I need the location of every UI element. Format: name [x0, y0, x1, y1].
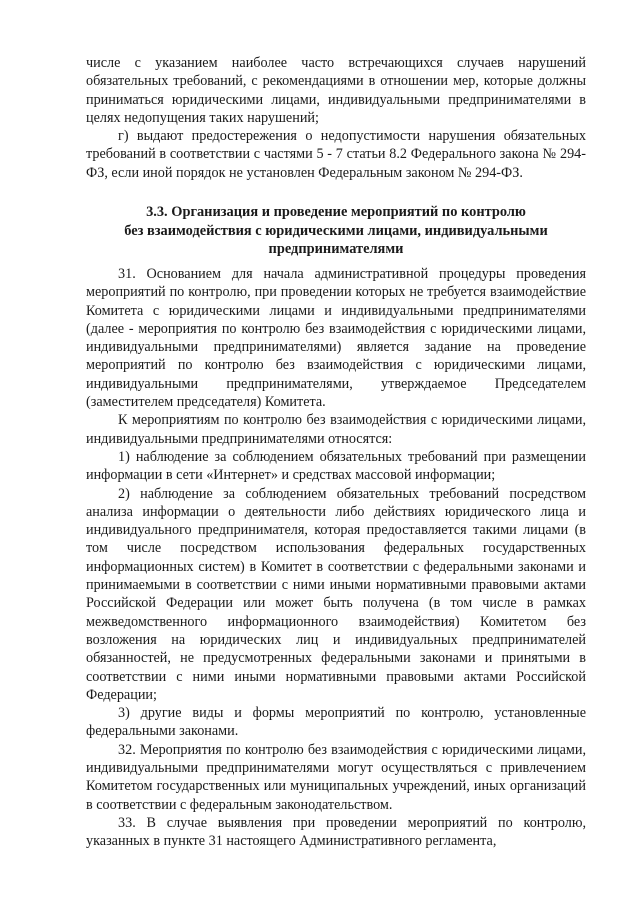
- paragraph-control-types: К мероприятиям по контролю без взаимодействия с юридическими лицами, индивидуальными предпринимателями относятся:: [86, 412, 586, 447]
- section-heading-line-1: 3.3. Организация и проведение мероприятий по контролю: [146, 204, 526, 220]
- top-text-block: [86, 54, 586, 182]
- section-heading: [86, 203, 586, 259]
- section-heading-line-2: без взаимодействия с юридическими лицами, индивидуальными: [124, 222, 548, 239]
- paragraph-item-1: 1) наблюдение за соблюдением обязательных требований при размещении информации в сети «Интернет» и средствах массовой информации;: [86, 448, 586, 484]
- section-heading-line-3: предпринимателями: [268, 241, 404, 257]
- paragraph-item-3: 3) другие виды и формы мероприятий по контролю, установленные федеральными законами.: [86, 705, 586, 740]
- paragraph-item-g: г) выдают предостережения о недопустимости нарушения обязательных требований в соответствии с частями 5 - 7 статьи 8.2 Федерального закона № 294-ФЗ, если иной порядок не установлен Федеральным законом № 294-ФЗ.: [86, 128, 586, 181]
- paragraph-continuation: числе с указанием наиболее часто встречающихся случаев нарушений обязательных требований, с рекомендациями в отношении мер, которые должны приниматься юридическими лицами, индивидуальными предпринимателями в целях недопущения таких нарушений;: [86, 55, 586, 126]
- paragraph-31: 31. Основанием для начала административной процедуры проведения мероприятий по контролю, при проведении которых не требуется взаимодействие Комитета с юридическими лицами и индивидуальными предпринимателями (далее - мероприятия по контролю без взаимодействия с юридическими лицами, индивидуальными предпринимателями) является задание на проведение мероприятий по контролю без взаимодействия с юридическими лицами, индивидуальными предпринимателями, утверждаемое Председателем (заместителем председателя) Комитета.: [86, 266, 586, 411]
- paragraph-32: 32. Мероприятия по контролю без взаимодействия с юридическими лицами, индивидуальными предпринимателями могут осуществляться с привлечением Комитетом государственных или муниципальных учреждений, иных организаций в соответствии с федеральным законодательством.: [86, 741, 586, 813]
- body-text-block: [86, 265, 586, 851]
- paragraph-33: 33. В случае выявления при проведении мероприятий по контролю, указанных в пункте 31 настоящего Административного регламента,: [86, 814, 586, 850]
- paragraph-item-2: 2) наблюдение за соблюдением обязательных требований посредством анализа информации о деятельности либо действиях юридического лица и индивидуального предпринимателя, которая предоставляется такими лицами (в том числе посредством использования федеральных государственных информационных систем) в Комитет в соответствии с федеральными законами и принимаемыми в соответствии с ними иными нормативными правовыми актами Российской Федерации или может быть получена (в том числе в рамках межведомственного информационного взаимодействия) Комитетом без возложения на юридических лиц и индивидуальных предпринимателей обязанностей, не предусмотренных федеральными законами и принятыми в соответствии с ними иными нормативными правовыми актами Российской Федерации;: [86, 485, 586, 703]
